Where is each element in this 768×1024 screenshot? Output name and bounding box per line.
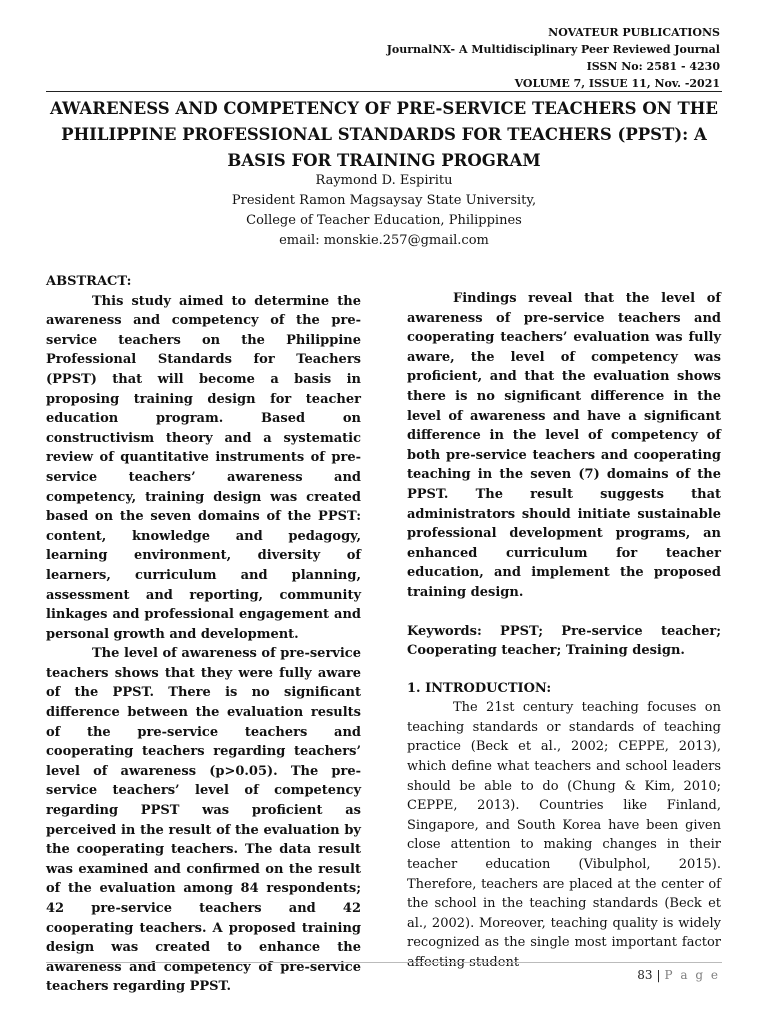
introduction-paragraph: The 21st century teaching focuses on teaching standards or standards of teaching practice (Beck et al., 2002; CEPPE, 2013), which define what teachers and school leaders should be able to do (Chung & Kim, 2010; CEPPE, 2013). Countries like Finland, Singapore, and South Korea have been given close attention to making changes in their teacher education (Vibulphol, 2015). Therefore, teachers are placed at the center of the school in the teaching standards (Beck et al., 2002). Moreover, teaching quality is widely recognized as the single most important factor affecting student <box>407 700 721 970</box>
paper-title: AWARENESS AND COMPETENCY OF PRE-SERVICE TEACHERS ON THE PHILIPPINE PROFESSIONAL STANDARDS FOR TEACHERS (PPST): A BASIS FOR TRAINING PROGRAM <box>50 99 718 170</box>
page-number: 83 <box>637 968 653 982</box>
abstract-paragraph: The level of awareness of pre-service teachers shows that they were fully aware of the PPST. There is no significant difference between the evaluation results of the pre-service teachers and cooperating teachers regarding teachers’ level of awareness (p>0.05). The pre-service teachers’ level of competency regarding PPST was proficient as perceived in the result of the evaluation by the cooperating teachers. The data result was examined and confirmed on the result of the evaluation among 84 respondents; 42 pre-service teachers and 42 cooperating teachers. A proposed training design was created to enhance the awareness and competency of pre-service teachers regarding PPST. <box>46 646 361 995</box>
left-column <box>46 272 361 997</box>
right-column <box>407 272 721 973</box>
publisher-name: NOVATEUR PUBLICATIONS <box>548 26 720 39</box>
author-name: Raymond D. Espiritu <box>315 173 453 188</box>
volume-issue: VOLUME 7, ISSUE 11, Nov. -2021 <box>514 77 720 90</box>
author-block <box>46 171 722 251</box>
journal-name: JournalNX- A Multidisciplinary Peer Reviewed Journal <box>386 43 720 56</box>
footer-divider <box>46 962 722 963</box>
footer-separator: | <box>656 968 661 982</box>
author-email: email: monskie.257@gmail.com <box>279 233 489 248</box>
page-footer <box>637 967 720 983</box>
abstract-paragraph: Findings reveal that the level of awareness of pre-service teachers and cooperating teachers’ evaluation was fully aware, the level of competency was proficient, and that the evaluation shows there is no significant difference in the level of awareness and have a significant difference in the level of competency of both pre-service teachers and cooperating teaching in the seven (7) domains of the PPST. The result suggests that administrators should initiate sustainable professional development programs, an enhanced curriculum for teacher education, and implement the proposed training design. <box>407 291 721 600</box>
author-affiliation-university: President Ramon Magsaysay State University, <box>231 193 537 208</box>
issn-number: ISSN No: 2581 - 4230 <box>586 60 720 73</box>
author-affiliation-college: College of Teacher Education, Philippines <box>246 213 522 228</box>
introduction-heading: 1. INTRODUCTION: <box>407 680 552 696</box>
header-divider <box>46 91 722 92</box>
abstract-paragraph: This study aimed to determine the awareness and competency of the pre-service teachers on the Philippine Professional Standards for Teachers (PPST) that will become a basis in proposing training design for teacher education program. Based on constructivism theory and a systematic review of quantitative instruments of pre-service teachers’ awareness and competency, training design was created based on the seven domains of the PPST: content, knowledge and pedagogy, learning environment, diversity of learners, curriculum and planning, assessment and reporting, community linkages and professional engagement and personal growth and development. <box>46 293 361 642</box>
keywords: Keywords: PPST; Pre-service teacher; Cooperating teacher; Training design. <box>407 623 721 659</box>
abstract-heading: ABSTRACT: <box>46 274 132 289</box>
page-label: P a g e <box>664 968 720 982</box>
journal-header <box>387 24 720 92</box>
